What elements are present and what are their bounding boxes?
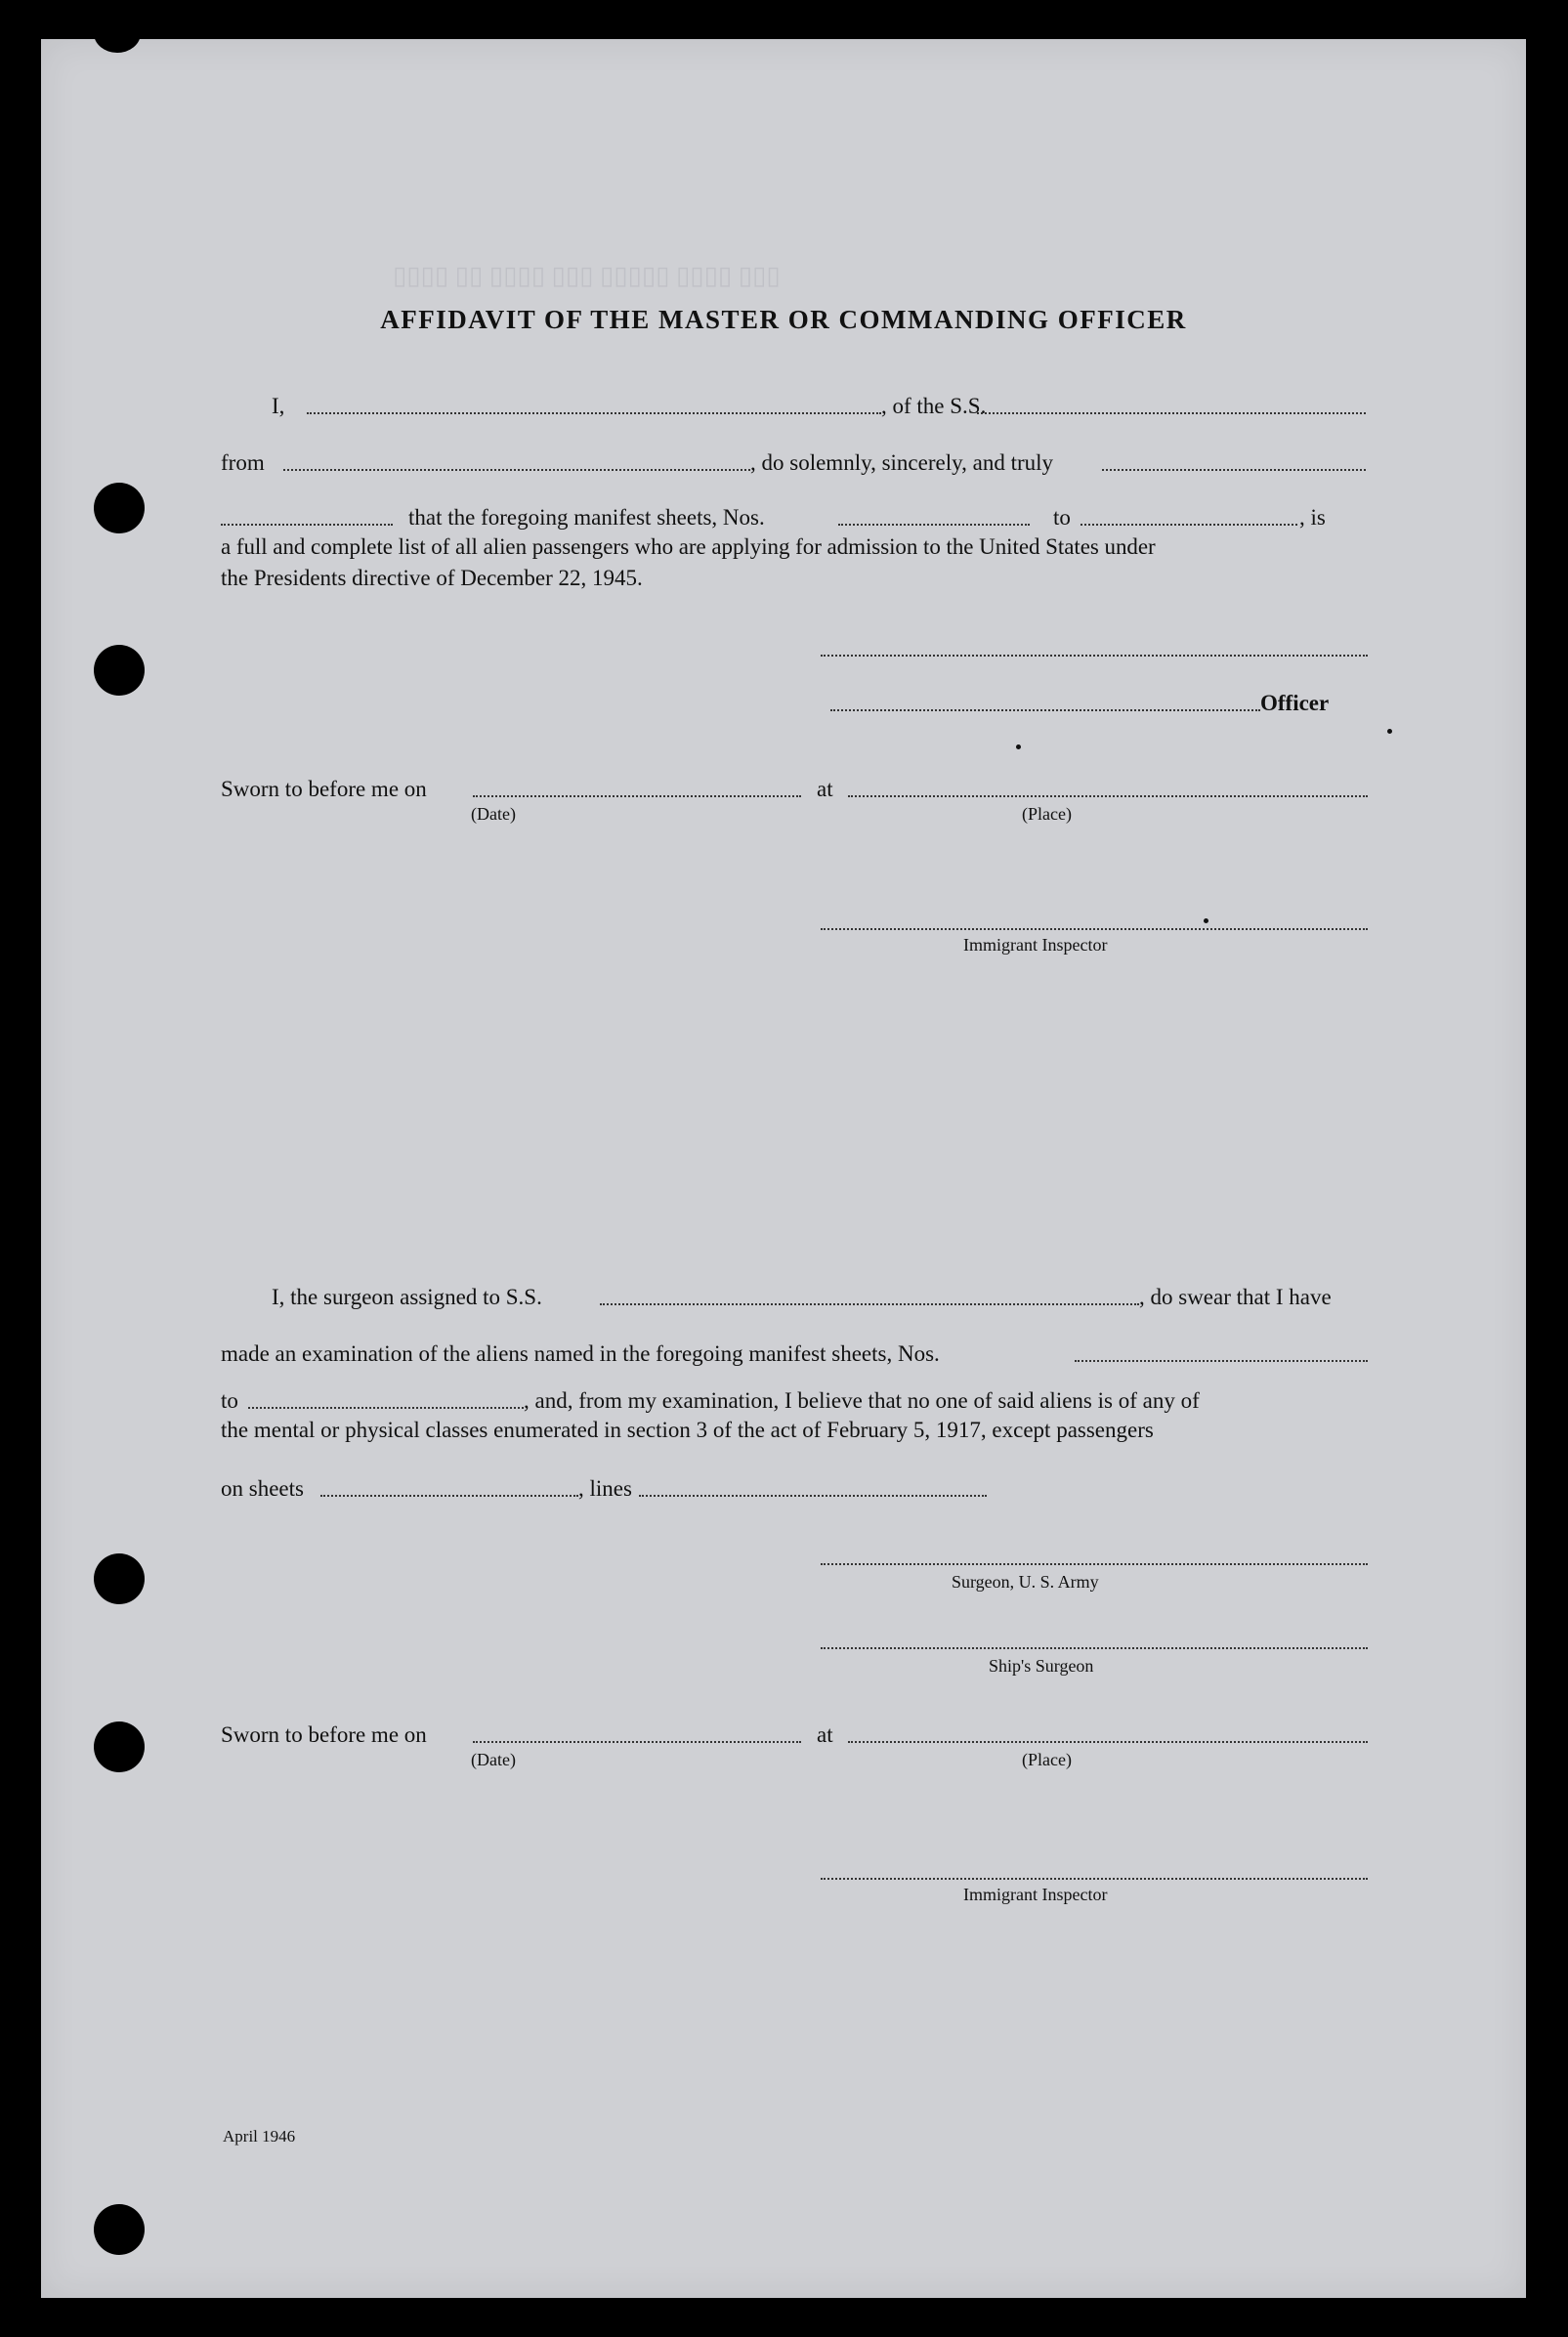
surgeon-statement-line: the mental or physical classes enumerated in section 3 of the act of February 5, 1917, except passengers — [221, 1418, 1154, 1442]
sheets-label: on sheets — [221, 1476, 304, 1501]
surgeon-statement-line: made an examination of the aliens named in the foregoing manifest sheets, Nos. — [221, 1341, 940, 1366]
surgeon-ship-field[interactable] — [600, 1303, 1139, 1305]
exception-sheets-field[interactable] — [320, 1495, 578, 1497]
speck — [1204, 918, 1208, 923]
inspector-signature-line-2[interactable] — [821, 1878, 1368, 1880]
surgeon-sheet-from-field[interactable] — [1075, 1360, 1368, 1362]
sworn-date-field-2[interactable] — [473, 1741, 801, 1743]
ship-surgeon-signature-line[interactable] — [821, 1647, 1368, 1649]
date-caption: (Date) — [471, 804, 516, 824]
ship-surgeon-caption: Ship's Surgeon — [989, 1656, 1094, 1676]
officer-label: Officer — [1260, 691, 1330, 715]
army-surgeon-caption: Surgeon, U. S. Army — [952, 1572, 1099, 1592]
master-ss-label: , of the S.S. — [881, 394, 987, 418]
sworn-at-label: at — [817, 777, 833, 801]
bleed-through-texture: ▯▯▯ ▯▯▯▯ ▯▯▯▯▯ ▯▯▯ ▯▯▯▯ ▯▯ ▯▯▯▯ — [393, 265, 781, 293]
master-i-label: I, — [272, 394, 285, 418]
speck — [1387, 729, 1392, 734]
sworn-date-field[interactable] — [473, 795, 801, 797]
binder-hole — [94, 645, 145, 696]
sworn-at-label: at — [817, 1722, 833, 1747]
from-label: from — [221, 450, 265, 475]
form-revision-date: April 1946 — [223, 2127, 296, 2146]
sworn-label: Sworn to before me on — [221, 1722, 427, 1747]
ship-name-field[interactable] — [977, 412, 1366, 414]
lines-label: , lines — [578, 1476, 632, 1501]
sheet-to-field[interactable] — [1081, 524, 1297, 526]
surgeon-statement-line: , and, from my examination, I believe that no one of said aliens is of any of — [524, 1388, 1200, 1413]
sworn-place-field-2[interactable] — [848, 1741, 1368, 1743]
form-page — [41, 39, 1526, 2298]
surgeon-to-label: to — [221, 1388, 238, 1413]
inspector-caption: Immigrant Inspector — [963, 1885, 1108, 1904]
inspector-signature-line[interactable] — [821, 928, 1368, 930]
date-caption: (Date) — [471, 1750, 516, 1769]
binder-hole — [94, 1721, 145, 1772]
master-name-field[interactable] — [307, 412, 881, 414]
place-caption: (Place) — [1022, 1750, 1072, 1769]
sheet-from-field[interactable] — [838, 524, 1030, 526]
surgeon-statement-line: , do swear that I have — [1139, 1285, 1332, 1309]
binder-hole — [94, 483, 145, 533]
speck — [1016, 744, 1021, 749]
oath-verb-field[interactable] — [221, 524, 393, 526]
page-title: AFFIDAVIT OF THE MASTER OR COMMANDING OFFICER — [380, 305, 1187, 334]
manifest-sheets-label: that the foregoing manifest sheets, Nos. — [408, 505, 765, 530]
from-port-field[interactable] — [283, 469, 750, 471]
to-label: to — [1053, 505, 1071, 530]
officer-signature-line[interactable] — [830, 709, 1260, 711]
place-caption: (Place) — [1022, 804, 1072, 824]
master-statement-line: a full and complete list of all alien passengers who are applying for admission to the United States under — [221, 534, 1156, 559]
surgeon-sheet-to-field[interactable] — [248, 1407, 524, 1409]
sworn-place-field[interactable] — [848, 795, 1368, 797]
sworn-label: Sworn to before me on — [221, 777, 427, 801]
army-surgeon-signature-line[interactable] — [821, 1563, 1368, 1565]
master-signature-line[interactable] — [821, 655, 1368, 657]
surgeon-statement-line: I, the surgeon assigned to S.S. — [272, 1285, 542, 1309]
binder-hole — [94, 14, 141, 53]
solemnly-label: , do solemnly, sincerely, and truly — [750, 450, 1054, 475]
master-statement-line: the Presidents directive of December 22, 1945. — [221, 566, 643, 590]
binder-hole — [94, 1553, 145, 1604]
oath-type-field[interactable] — [1102, 469, 1366, 471]
binder-hole — [94, 2204, 145, 2255]
is-label: , is — [1299, 505, 1326, 530]
inspector-caption: Immigrant Inspector — [963, 935, 1108, 955]
exception-lines-field[interactable] — [639, 1495, 987, 1497]
